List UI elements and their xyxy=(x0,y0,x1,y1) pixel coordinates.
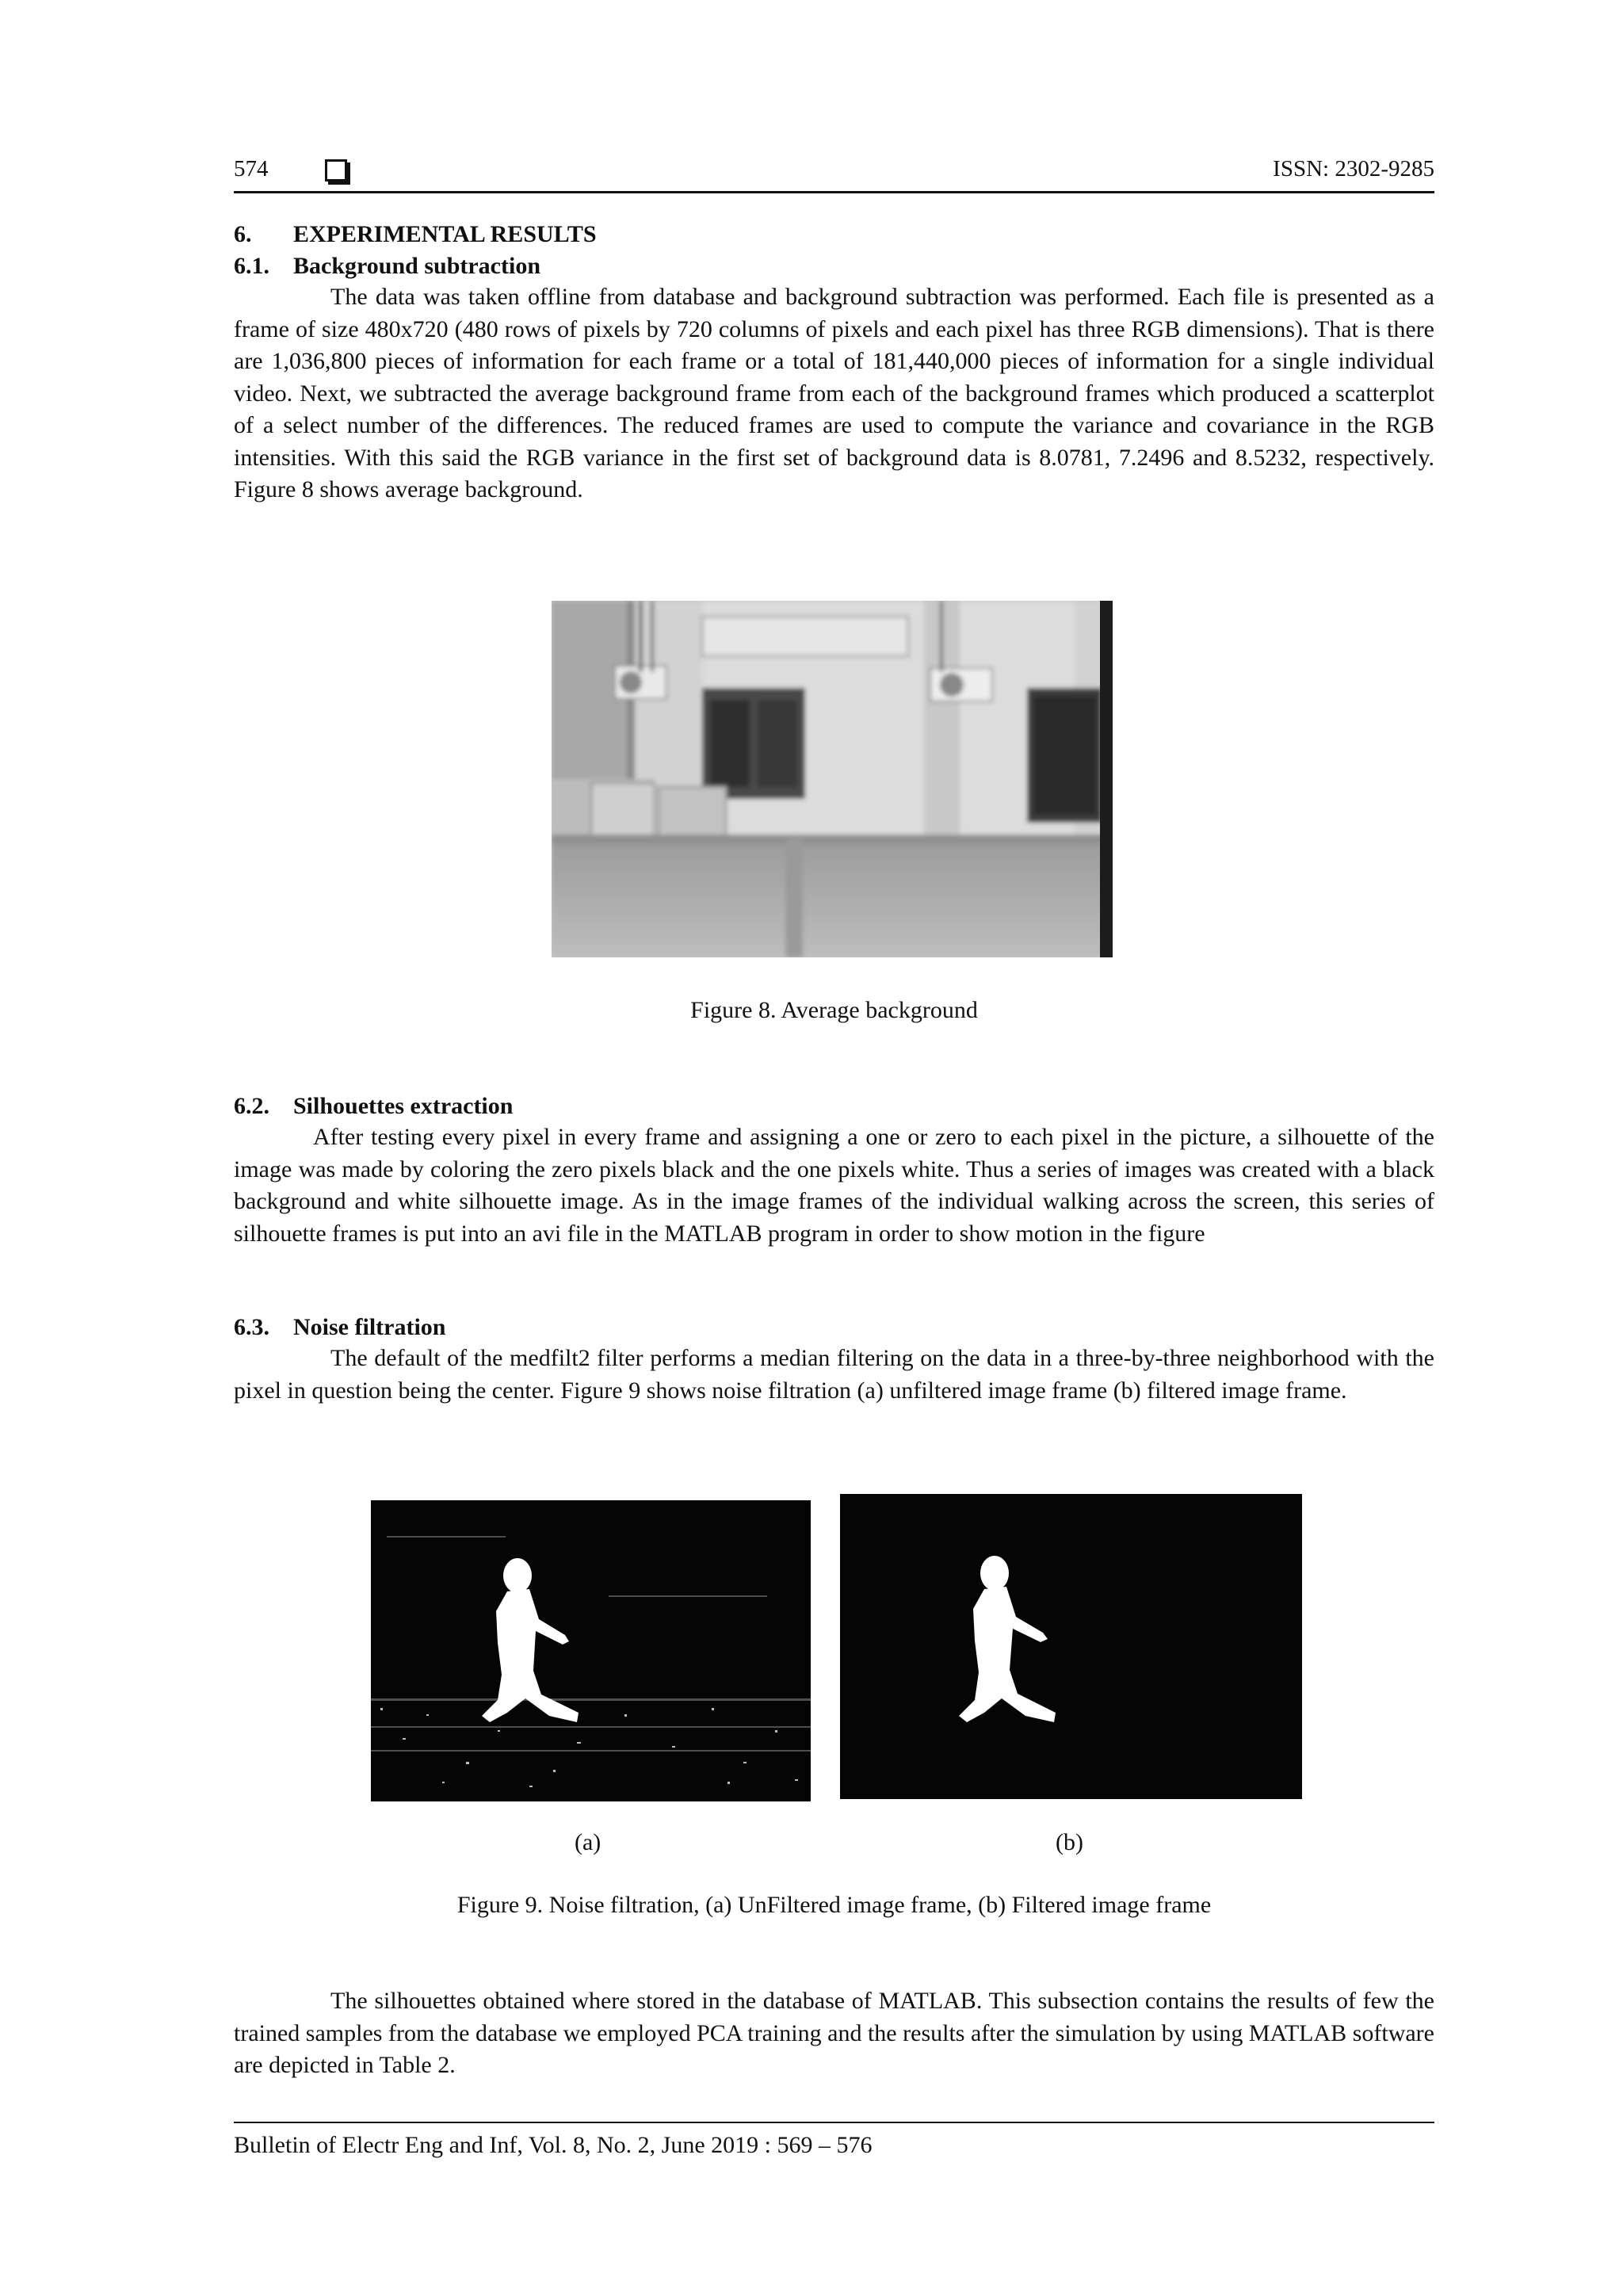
section-title: EXPERIMENTAL RESULTS xyxy=(293,221,597,247)
page-number: 574 xyxy=(234,156,269,181)
footer-citation: Bulletin of Electr Eng and Inf, Vol. 8, No. 2, June 2019 : 569 – 576 xyxy=(234,2132,873,2158)
section-number: 6. xyxy=(234,221,252,247)
section-title: Silhouettes extraction xyxy=(293,1093,514,1119)
background-subtraction-paragraph: The data was taken offline from database and background subtraction was performed. Each file is presented as a frame of size 480x720 (480 rows of pixels by 720 columns of pixels and each pixel has three RGB dimensions). That is there are 1,036,800 pieces of information for each frame or a total of 181,440,000 pieces of information for a single individual video. Next, we subtracted the average background frame from each of the background frames which produced a scatterplot of a select number of the differences. The reduced frames are used to compute the variance and covariance in the RGB intensities. With this said the RGB variance in the first set of background data is 8.0781, 7.2496 and 8.5232, respectively. Figure 8 shows average background. xyxy=(234,284,1434,502)
figure-9a-label: (a) xyxy=(575,1829,601,1855)
closing-paragraph: The silhouettes obtained where stored in the database of MATLAB. This subsection contains the results of few the trained samples from the database we employed PCA training and the results after the simulation by using MATLAB software are depicted in Table 2. xyxy=(234,1988,1434,2078)
noise-filtration-paragraph: The default of the medfilt2 filter performs a median filtering on the data in a three-by-three neighborhood with the pixel in question being the center. Figure 9 shows noise filtration (a) unfiltered image frame (b) filtered image frame. xyxy=(234,1345,1434,1404)
section-6-heading xyxy=(234,220,597,250)
section-6-1-heading xyxy=(234,251,540,281)
figure-8-caption: Figure 8. Average background xyxy=(690,997,978,1023)
section-title: Background subtraction xyxy=(293,253,541,279)
section-6-3-heading xyxy=(234,1312,445,1343)
section-title: Noise filtration xyxy=(293,1314,446,1340)
unfiltered-frame-image xyxy=(371,1500,811,1801)
filtered-frame-image xyxy=(840,1494,1302,1799)
section-number: 6.3. xyxy=(234,1314,269,1340)
section-number: 6.2. xyxy=(234,1093,269,1119)
header-rule xyxy=(234,191,1434,193)
section-number: 6.1. xyxy=(234,253,269,279)
silhouettes-extraction-paragraph: After testing every pixel in every frame and assigning a one or zero to each pixel in the picture, a silhouette of the image was made by coloring the zero pixels black and the one pixels white. Thus a series of images was created with a black background and white silhouette image. As in the image frames of the individual walking across the screen, this series of silhouette frames is put into an avi file in the MATLAB program in order to show motion in the figure xyxy=(234,1124,1434,1247)
journal-issn: ISSN: 2302-9285 xyxy=(1273,156,1434,181)
footer-rule xyxy=(234,2122,1434,2123)
section-6-2-heading xyxy=(234,1091,513,1121)
checkbox-icon xyxy=(325,159,347,181)
average-background-image xyxy=(552,601,1113,957)
figure-9b-label: (b) xyxy=(1056,1829,1083,1855)
figure-9-caption: Figure 9. Noise filtration, (a) UnFiltered image frame, (b) Filtered image frame xyxy=(456,1892,1212,1918)
